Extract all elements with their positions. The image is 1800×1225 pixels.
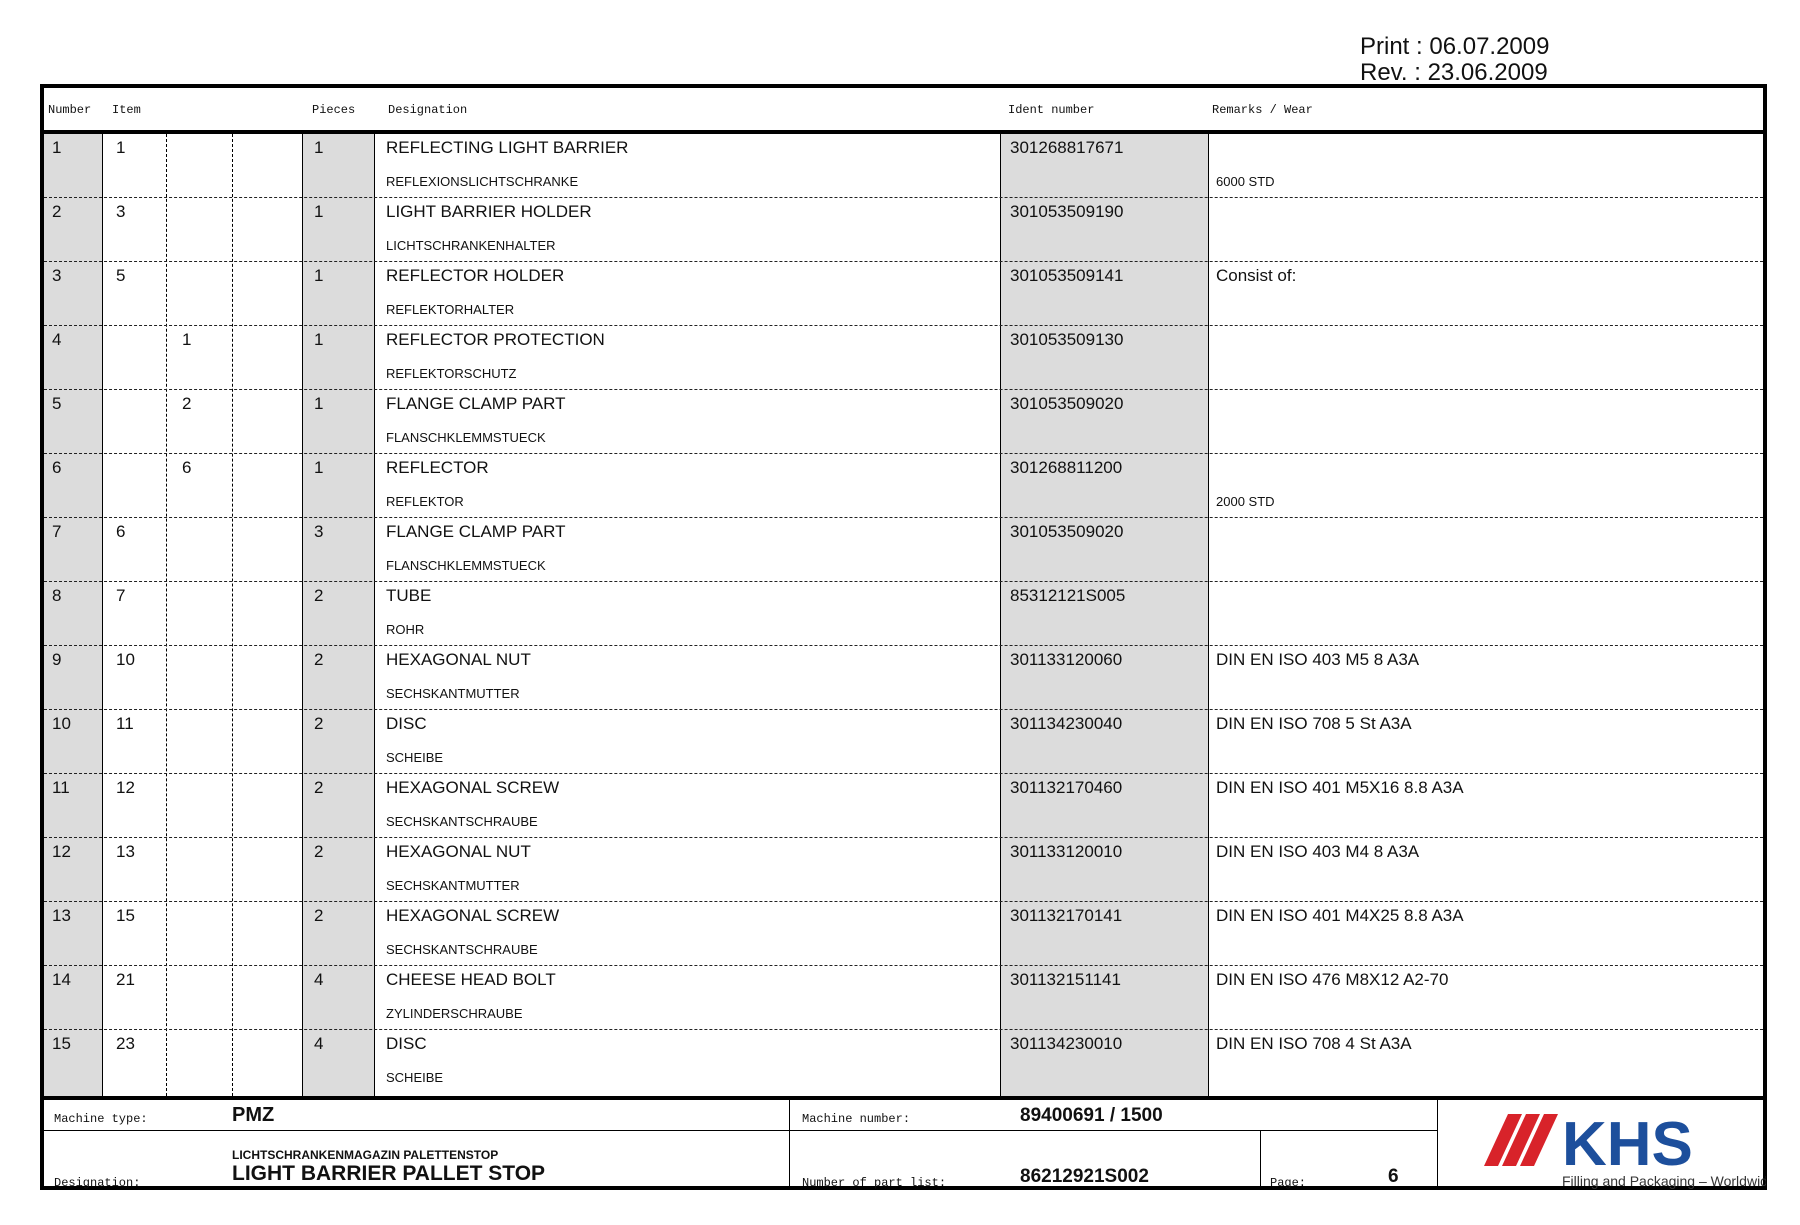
row-pieces: 4 bbox=[314, 1034, 324, 1053]
table-row bbox=[44, 710, 1763, 774]
row-number: 3 bbox=[52, 266, 62, 285]
table-row bbox=[44, 518, 1763, 582]
title-block-divider bbox=[1260, 1130, 1261, 1190]
row-ident-number: 301053509130 bbox=[1010, 330, 1124, 349]
row-item: 15 bbox=[116, 906, 135, 925]
row-designation-german: SECHSKANTMUTTER bbox=[386, 878, 520, 893]
print-date: Print : 06.07.2009 bbox=[1360, 33, 1550, 60]
row-designation: HEXAGONAL NUT bbox=[386, 842, 531, 861]
row-ident-number: 301132151141 bbox=[1010, 970, 1121, 989]
row-number: 9 bbox=[52, 650, 62, 669]
machine-number: 89400691 / 1500 bbox=[1020, 1105, 1163, 1126]
row-pieces: 2 bbox=[314, 586, 324, 605]
row-pieces: 4 bbox=[314, 970, 324, 989]
header-remarks: Remarks / Wear bbox=[1212, 103, 1313, 117]
part-list-label: Number of part list: bbox=[802, 1176, 947, 1190]
row-ident-number: 301133120010 bbox=[1010, 842, 1123, 861]
title-block-divider bbox=[789, 1100, 790, 1190]
row-number: 15 bbox=[52, 1034, 71, 1053]
row-designation-german: SCHEIBE bbox=[386, 750, 444, 765]
logo-wordmark: KHS bbox=[1562, 1110, 1693, 1179]
row-wear: 2000 STD bbox=[1216, 494, 1275, 509]
row-ident-number: 301053509020 bbox=[1010, 394, 1124, 413]
row-number: 5 bbox=[52, 394, 62, 413]
row-designation-german: SECHSKANTMUTTER bbox=[386, 686, 520, 701]
table-row bbox=[44, 646, 1763, 710]
header-designation: Designation bbox=[388, 103, 468, 117]
row-sub-item: 1 bbox=[182, 330, 192, 349]
row-ident-number: 301268817671 bbox=[1010, 138, 1124, 157]
row-designation: LIGHT BARRIER HOLDER bbox=[386, 202, 592, 221]
row-remark: Consist of: bbox=[1216, 266, 1297, 285]
logo-tagline: Filling and Packaging – Worldwide bbox=[1562, 1173, 1766, 1189]
designation-label: Designation: bbox=[54, 1176, 141, 1190]
row-remark: DIN EN ISO 476 M8X12 A2-70 bbox=[1216, 970, 1449, 989]
row-pieces: 1 bbox=[314, 458, 324, 477]
row-number: 6 bbox=[52, 458, 62, 477]
row-item: 23 bbox=[116, 1034, 135, 1053]
row-sub-item: 2 bbox=[182, 394, 192, 413]
table-row bbox=[44, 326, 1763, 390]
row-number: 2 bbox=[52, 202, 62, 221]
title-block bbox=[44, 1096, 1766, 1190]
row-designation: CHEESE HEAD BOLT bbox=[386, 970, 556, 989]
row-designation: HEXAGONAL NUT bbox=[386, 650, 531, 669]
row-ident-number: 301053509141 bbox=[1010, 266, 1124, 285]
row-item: 11 bbox=[116, 714, 134, 733]
table-header bbox=[44, 88, 1763, 134]
row-designation: REFLECTING LIGHT BARRIER bbox=[386, 138, 629, 157]
print-info bbox=[1360, 34, 1549, 86]
row-designation-german: FLANSCHKLEMMSTUECK bbox=[386, 430, 546, 445]
row-item: 21 bbox=[116, 970, 135, 989]
row-designation: TUBE bbox=[386, 586, 432, 605]
table-row bbox=[44, 966, 1763, 1030]
row-number: 4 bbox=[52, 330, 62, 349]
table-row bbox=[44, 262, 1763, 326]
row-pieces: 2 bbox=[314, 906, 324, 925]
table-row bbox=[44, 774, 1763, 838]
designation-german: LICHTSCHRANKENMAGAZIN PALETTENSTOP bbox=[232, 1148, 499, 1162]
machine-number-label: Machine number: bbox=[802, 1112, 911, 1126]
row-item: 10 bbox=[116, 650, 135, 669]
row-item: 6 bbox=[116, 522, 126, 541]
khs-logo bbox=[1476, 1108, 1766, 1190]
row-pieces: 1 bbox=[314, 394, 324, 413]
row-designation: HEXAGONAL SCREW bbox=[386, 906, 560, 925]
page-label: Page: bbox=[1270, 1176, 1307, 1190]
row-designation: REFLECTOR HOLDER bbox=[386, 266, 565, 285]
row-designation: FLANGE CLAMP PART bbox=[386, 394, 566, 413]
row-remark: DIN EN ISO 708 5 St A3A bbox=[1216, 714, 1412, 733]
row-designation: HEXAGONAL SCREW bbox=[386, 778, 560, 797]
parts-table bbox=[44, 134, 1763, 1096]
table-row bbox=[44, 134, 1763, 198]
row-pieces: 2 bbox=[314, 714, 324, 733]
khs-logo-mark bbox=[1476, 1108, 1766, 1190]
row-pieces: 2 bbox=[314, 842, 324, 861]
row-item: 12 bbox=[116, 778, 135, 797]
table-row bbox=[44, 1030, 1763, 1094]
row-remark: DIN EN ISO 401 M4X25 8.8 A3A bbox=[1216, 906, 1464, 925]
row-designation-german: REFLEXIONSLICHTSCHRANKE bbox=[386, 174, 579, 189]
row-designation-german: LICHTSCHRANKENHALTER bbox=[386, 238, 556, 253]
table-row bbox=[44, 198, 1763, 262]
row-ident-number: 301053509020 bbox=[1010, 522, 1124, 541]
row-designation-german: ROHR bbox=[386, 622, 425, 637]
part-list-number: 86212921S002 bbox=[1020, 1166, 1149, 1187]
row-number: 1 bbox=[52, 138, 62, 157]
row-ident-number: 301133120060 bbox=[1010, 650, 1123, 669]
table-row bbox=[44, 582, 1763, 646]
header-pieces: Pieces bbox=[312, 103, 356, 117]
row-item: 3 bbox=[116, 202, 126, 221]
row-item: 7 bbox=[116, 586, 126, 605]
title-block-divider bbox=[1437, 1100, 1438, 1190]
row-designation-german: FLANSCHKLEMMSTUECK bbox=[386, 558, 546, 573]
row-wear: 6000 STD bbox=[1216, 174, 1275, 189]
row-pieces: 1 bbox=[314, 138, 324, 157]
row-ident-number: 301268811200 bbox=[1010, 458, 1123, 477]
row-sub-item: 6 bbox=[182, 458, 192, 477]
row-remark: DIN EN ISO 708 4 St A3A bbox=[1216, 1034, 1412, 1053]
header-item: Item bbox=[112, 103, 141, 117]
row-designation-german: ZYLINDERSCHRAUBE bbox=[386, 1006, 523, 1021]
row-designation: REFLECTOR bbox=[386, 458, 489, 477]
row-item: 5 bbox=[116, 266, 126, 285]
row-number: 14 bbox=[52, 970, 71, 989]
parts-list-sheet bbox=[40, 84, 1767, 1190]
table-row bbox=[44, 838, 1763, 902]
table-row bbox=[44, 454, 1763, 518]
row-designation-german: REFLEKTORSCHUTZ bbox=[386, 366, 517, 381]
row-designation-german: SECHSKANTSCHRAUBE bbox=[386, 942, 538, 957]
row-number: 12 bbox=[52, 842, 71, 861]
row-number: 8 bbox=[52, 586, 62, 605]
table-row bbox=[44, 390, 1763, 454]
row-pieces: 2 bbox=[314, 650, 324, 669]
row-designation: FLANGE CLAMP PART bbox=[386, 522, 566, 541]
row-pieces: 2 bbox=[314, 778, 324, 797]
row-designation: DISC bbox=[386, 714, 427, 733]
row-remark: DIN EN ISO 403 M5 8 A3A bbox=[1216, 650, 1420, 669]
row-pieces: 1 bbox=[314, 266, 324, 285]
row-designation: REFLECTOR PROTECTION bbox=[386, 330, 605, 349]
row-ident-number: 301053509190 bbox=[1010, 202, 1124, 221]
row-number: 10 bbox=[52, 714, 71, 733]
machine-type: PMZ bbox=[232, 1104, 275, 1126]
row-pieces: 3 bbox=[314, 522, 324, 541]
table-row bbox=[44, 902, 1763, 966]
row-item: 13 bbox=[116, 842, 135, 861]
row-item: 1 bbox=[116, 138, 126, 157]
revision-date: Rev. : 23.06.2009 bbox=[1360, 59, 1548, 86]
row-designation-german: REFLEKTOR bbox=[386, 494, 464, 509]
page-number: 6 bbox=[1388, 1166, 1399, 1187]
designation-title: LIGHT BARRIER PALLET STOP bbox=[232, 1162, 546, 1185]
row-pieces: 1 bbox=[314, 202, 324, 221]
header-number: Number bbox=[48, 103, 92, 117]
row-designation-german: SCHEIBE bbox=[386, 1070, 444, 1085]
row-designation-german: REFLEKTORHALTER bbox=[386, 302, 515, 317]
title-block-divider bbox=[44, 1130, 1437, 1131]
row-ident-number: 301134230010 bbox=[1010, 1034, 1123, 1053]
row-ident-number: 85312121S005 bbox=[1010, 586, 1126, 605]
header-ident-number: Ident number bbox=[1008, 103, 1095, 117]
row-remark: DIN EN ISO 401 M5X16 8.8 A3A bbox=[1216, 778, 1464, 797]
machine-type-label: Machine type: bbox=[54, 1112, 148, 1126]
row-remark: DIN EN ISO 403 M4 8 A3A bbox=[1216, 842, 1420, 861]
row-ident-number: 301132170141 bbox=[1010, 906, 1123, 925]
row-number: 11 bbox=[52, 778, 70, 797]
row-pieces: 1 bbox=[314, 330, 324, 349]
row-number: 7 bbox=[52, 522, 62, 541]
row-ident-number: 301132170460 bbox=[1010, 778, 1123, 797]
row-ident-number: 301134230040 bbox=[1010, 714, 1123, 733]
row-designation-german: SECHSKANTSCHRAUBE bbox=[386, 814, 538, 829]
row-designation: DISC bbox=[386, 1034, 427, 1053]
row-number: 13 bbox=[52, 906, 71, 925]
